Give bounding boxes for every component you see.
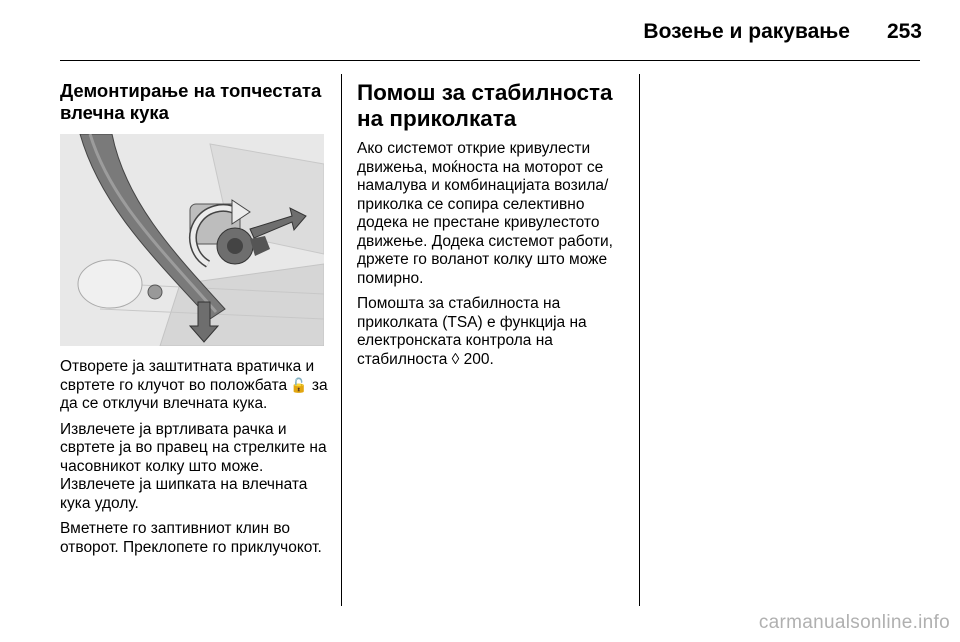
instruction-pull-handle: Извлечете ја вртливата рачка и свртете ја во правец на стрелките на часовникот колку што може. Извлечете ја шипката на влечната кука удолу. [60,420,327,512]
tsa-function-note: Помошта за стабилноста на приколката (TSA) е функција на електронската контрола на стабилноста ◊ 200. [357,295,587,368]
page-number: 253 [886,20,922,43]
header-rule [60,60,920,61]
column-left [60,80,328,564]
page-reference-icon: ◊ [451,350,460,368]
tsa-description: Ако системот открие кривулести движења, моќноста на моторот се намалува и комбинацијата возила/ приколка се сопира селективно додека не престане кривулестото движење. Додека системот работи, држете го воланот колку што може помирно. [357,140,613,287]
column-divider-right [639,74,640,606]
column-middle [357,80,629,376]
column-divider-left [341,74,342,606]
section-heading-tsa: Помош за стабилноста на приколката [357,80,613,131]
watermark-text: carmanualsonline.info [758,612,950,633]
page-reference-link[interactable]: 200. [463,350,494,368]
unlock-icon: 🔓 [290,376,308,393]
instruction-insert-plug: Вметнете го заптивниот клин во отворот. Преклопете го приклучокот. [60,520,322,556]
towbar-illustration [60,134,324,346]
section-heading-towbar: Демонтирање на топчестата влечна кука [60,80,322,123]
page-header-title: Возење и ракување [643,20,850,43]
instruction-open-cover: Отворете ја заштитната вратичка и свртете го клучот во положбата 🔓 за да се отклучи влечната кука. [60,358,328,412]
